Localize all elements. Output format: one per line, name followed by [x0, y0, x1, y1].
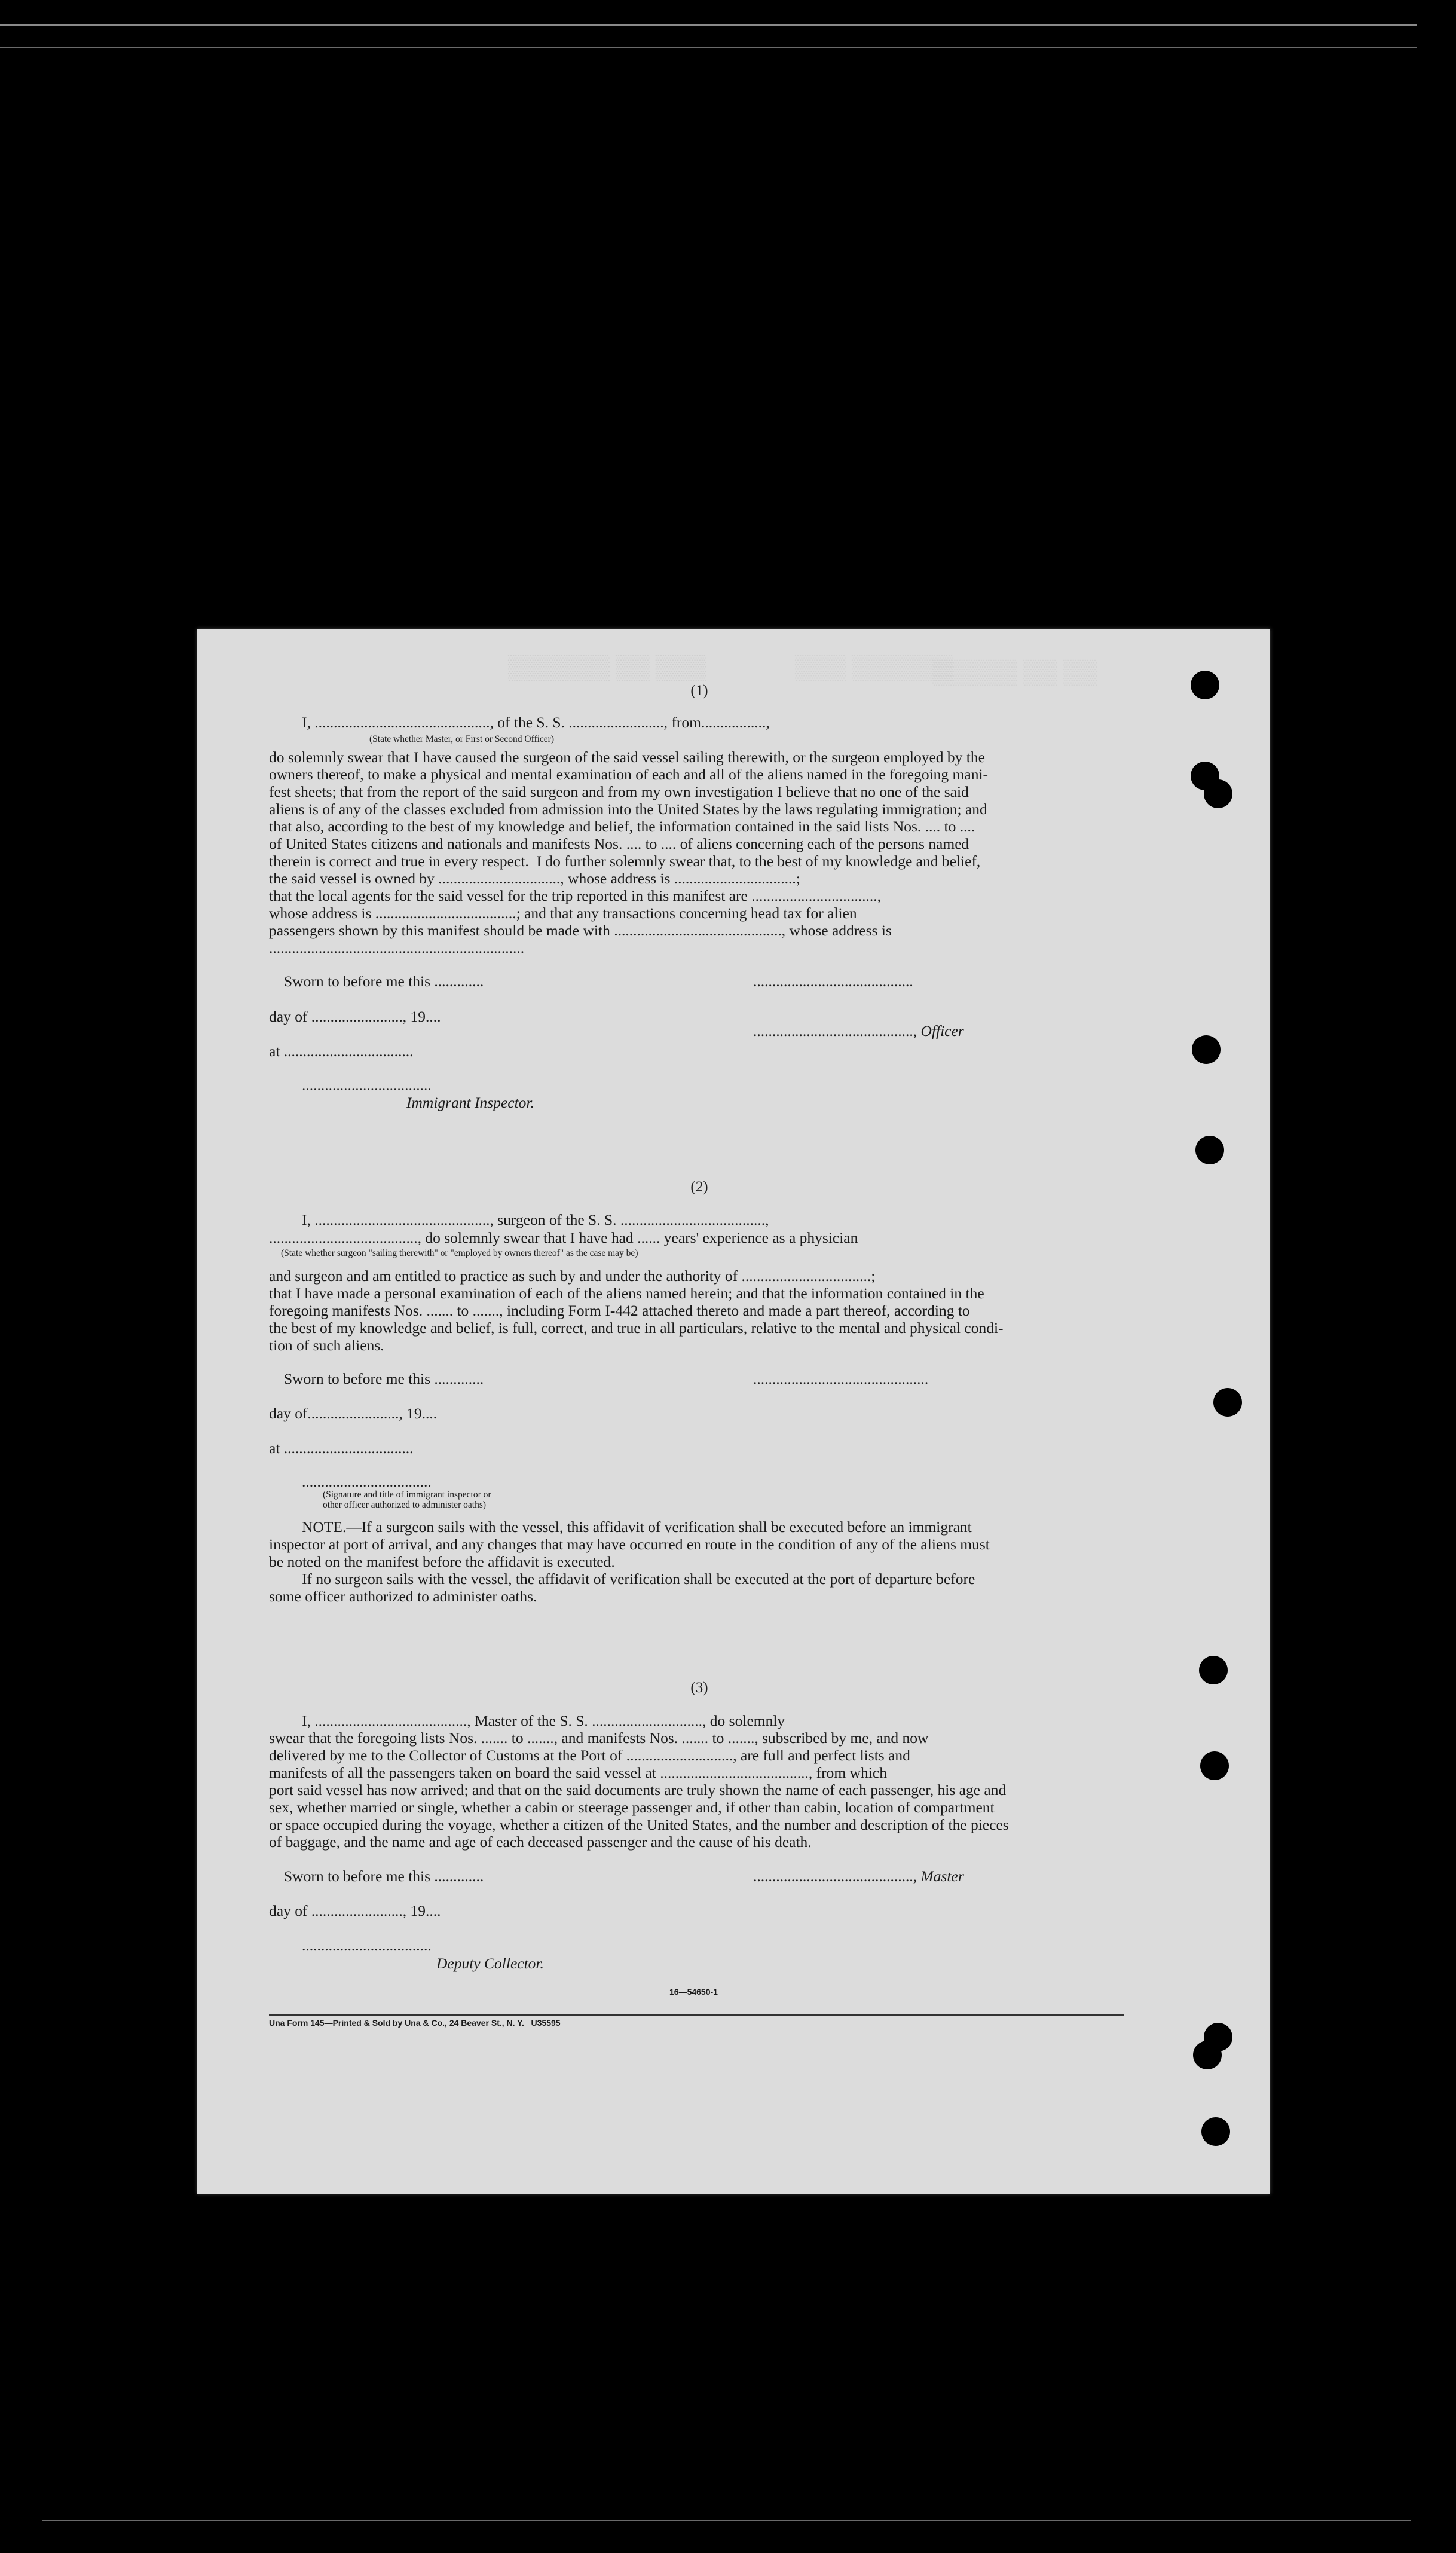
punch-hole — [1199, 1656, 1228, 1684]
section-1-day: day of ........................, 19.... — [269, 1008, 441, 1025]
section-2-body-line: foregoing manifests Nos. ....... to ......., including Form I-442 attached thereto and made a part thereof, according to — [269, 1302, 970, 1319]
section-2-opening: I, .............................................., surgeon of the S. S. ......................................, — [302, 1211, 769, 1228]
section-1-officer-dots: .........................................., — [753, 1022, 921, 1039]
section-2-line2: ......................................., do solemnly swear that I have had ...... years' experience as a physician — [269, 1229, 858, 1246]
ghost-text-artifact: ▒▒ ▒▒ ▒▒▒▒▒ — [932, 658, 1097, 685]
section-1-number: (1) — [690, 683, 708, 699]
bottom-rule — [42, 2520, 1411, 2521]
section-1-at: at .................................. — [269, 1042, 414, 1060]
section-3-collector-label: Deputy Collector. — [436, 1955, 544, 1972]
section-2-number: (2) — [690, 1179, 708, 1195]
section-1-body-line: passengers shown by this manifest should be made with ............................................, whose address is — [269, 922, 892, 939]
section-1-officer-label: Officer — [920, 1022, 964, 1039]
section-2-at: at .................................. — [269, 1439, 414, 1457]
section-3-body-line: of baggage, and the name and age of each deceased passenger and the cause of his death. — [269, 1833, 812, 1851]
note-line: some officer authorized to administer oaths. — [269, 1588, 537, 1605]
ghost-text-artifact: ▒▒▒▒▒▒ ▒▒▒ — [795, 653, 954, 680]
section-1-body-line: do solemnly swear that I have caused the surgeon of the said vessel sailing therewith, or the surgeon employed by the — [269, 748, 985, 766]
punch-hole — [1204, 779, 1232, 808]
punch-hole — [1213, 1388, 1242, 1417]
ghost-text-artifact: ▒▒▒ ▒▒ ▒▒▒▒▒▒ — [508, 653, 706, 680]
section-3-day: day of ........................, 19.... — [269, 1902, 441, 1919]
section-2-signature-caption: other officer authorized to administer oaths) — [323, 1500, 487, 1510]
section-1-body-line: fest sheets; that from the report of the said surgeon and from my own investigation I believe that no one of the said — [269, 783, 969, 800]
section-2-body-line: that I have made a personal examination of each of the aliens named herein; and that the information contained in the — [269, 1285, 984, 1302]
document-page — [197, 629, 1270, 2194]
section-2-line2-caption: (State whether surgeon "sailing therewith" or "employed by owners thereof" as the case may be) — [281, 1248, 638, 1258]
section-1-body-line: that also, according to the best of my knowledge and belief, the information contained in the said lists Nos. .... to .... — [269, 818, 975, 835]
section-2-right-dots: .............................................. — [753, 1370, 929, 1387]
section-2-signature-caption: (Signature and title of immigrant inspector or — [323, 1490, 491, 1500]
top-rule — [0, 24, 1417, 26]
section-3-sworn: Sworn to before me this ............. — [284, 1867, 484, 1885]
punch-hole — [1193, 2041, 1222, 2069]
section-3-body-line: delivered by me to the Collector of Customs at the Port of ............................, are full and perfect lists and — [269, 1747, 910, 1764]
punch-hole — [1191, 671, 1219, 699]
punch-hole — [1201, 2117, 1230, 2146]
section-1-opening: I, .............................................., of the S. S. ........................., from................., — [302, 714, 770, 731]
section-3-body-line: or space occupied during the voyage, whether a citizen of the United States, and the number and description of the pieces — [269, 1816, 1009, 1833]
section-1-body-line: aliens is of any of the classes excluded from admission into the United States by the laws regulating immigration; and — [269, 800, 987, 818]
section-1-body-line: of United States citizens and nationals and manifests Nos. .... to .... of aliens concerning each of the persons named — [269, 835, 969, 852]
section-2-sworn: Sworn to before me this ............. — [284, 1370, 484, 1387]
section-1-body-line: ................................................................... — [269, 939, 525, 956]
section-1-sworn: Sworn to before me this ............. — [284, 973, 484, 990]
section-1-body-line: whose address is .....................................; and that any transactions concerning head tax for alien — [269, 904, 857, 922]
section-3-number: (3) — [690, 1680, 708, 1696]
section-3-master-dots: .........................................., — [753, 1867, 921, 1885]
form-code: 16—54650-1 — [669, 1987, 718, 1996]
punch-hole — [1200, 1751, 1229, 1780]
note-line: If no surgeon sails with the vessel, the affidavit of verification shall be executed at the port of departure before — [302, 1570, 975, 1588]
section-2-body-line: the best of my knowledge and belief, is full, correct, and true in all particulars, relative to the mental and physical condi- — [269, 1319, 1004, 1337]
section-3-master-line — [753, 1867, 964, 1885]
note-line: be noted on the manifest before the affidavit is executed. — [269, 1553, 615, 1570]
section-3-body-line: manifests of all the passengers taken on board the said vessel at ......................................., from which — [269, 1764, 887, 1781]
note-line: inspector at port of arrival, and any changes that may have occurred en route in the condition of any of the aliens must — [269, 1536, 990, 1553]
section-1-opening-caption: (State whether Master, or First or Second Officer) — [369, 734, 555, 744]
punch-hole — [1195, 1136, 1224, 1164]
section-1-body-line: therein is correct and true in every respect. I do further solemnly swear that, to the best of my knowledge and belief, — [269, 852, 981, 870]
note-line: NOTE.—If a surgeon sails with the vessel, this affidavit of verification shall be executed before an immigrant — [302, 1518, 972, 1536]
section-3-body-line: sex, whether married or single, whether a cabin or steerage passenger and, if other than cabin, location of compartment — [269, 1799, 995, 1816]
section-1-right-dots: .......................................... — [753, 973, 913, 990]
top-rule-secondary — [0, 47, 1417, 48]
section-1-signature-dots: .................................. — [302, 1076, 432, 1093]
section-1-body-line: owners thereof, to make a physical and mental examination of each and all of the aliens named in the foregoing mani- — [269, 766, 989, 783]
section-3-signature-dots: .................................. — [302, 1937, 432, 1954]
section-2-signature-dots: .................................. — [302, 1473, 432, 1490]
section-2-body-line: and surgeon and am entitled to practice as such by and under the authority of ..................................; — [269, 1267, 876, 1285]
section-3-body-line: port said vessel has now arrived; and that on the said documents are truly shown the name of each passenger, his age and — [269, 1781, 1007, 1799]
punch-hole — [1192, 1035, 1221, 1064]
section-3-body-line: swear that the foregoing lists Nos. ....... to ......., and manifests Nos. ....... to ......., subscribed by me, and now — [269, 1729, 929, 1747]
printer-footer: Una Form 145—Printed & Sold by Una & Co., 24 Beaver St., N. Y. U35595 — [269, 2018, 561, 2028]
section-2-body-line: tion of such aliens. — [269, 1337, 384, 1354]
footer-rule — [269, 2014, 1124, 2016]
section-1-body-line: that the local agents for the said vessel for the trip reported in this manifest are ................................., — [269, 887, 881, 904]
section-1-inspector-label: Immigrant Inspector. — [406, 1094, 534, 1111]
section-3-body-line: I, ........................................, Master of the S. S. ............................., do solemnly — [302, 1712, 785, 1729]
section-1-body-line: the said vessel is owned by ................................, whose address is ................................; — [269, 870, 800, 887]
section-3-master-label: Master — [920, 1867, 964, 1885]
section-1-officer-line — [753, 1022, 964, 1039]
section-2-day: day of........................, 19.... — [269, 1405, 438, 1422]
